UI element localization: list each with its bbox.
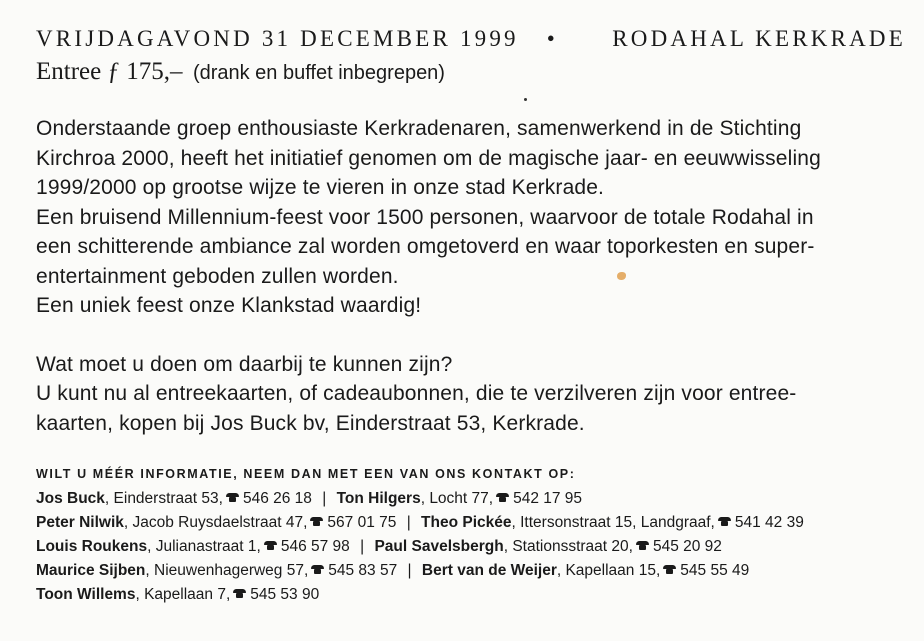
contact-row [36, 583, 916, 607]
contact-divider: | [406, 514, 411, 531]
contact-name: Louis Roukens [36, 538, 148, 555]
contact-address: , Ittersonstraat 15, Landgraaf, [511, 514, 715, 531]
event-date: VRIJDAGAVOND 31 DECEMBER 1999 [36, 26, 519, 51]
contact-name: Paul Savelsbergh [374, 538, 504, 555]
telephone-icon [264, 541, 277, 550]
contact-name: Bert van de Weijer [421, 562, 557, 579]
contact-divider: | [322, 490, 327, 507]
contact-phone: 545 20 92 [652, 538, 722, 555]
contact-name: Maurice Sijben [36, 562, 146, 579]
body-line: kaarten, kopen bij Jos Buck bv, Einderstraat 53, Kerkrade. [36, 411, 585, 435]
body-line: een schitterende ambiance zal worden omgetoverd en waar toporkesten en super- [36, 235, 815, 258]
telephone-icon [311, 565, 324, 574]
body-line: entertainment geboden zullen worden. [36, 264, 399, 288]
contact-divider: | [407, 562, 412, 579]
contact-phone: 541 42 39 [734, 514, 804, 531]
body-line: U kunt nu al entreekaarten, of cadeaubonnen, die te verzilveren zijn voor entree- [36, 382, 797, 405]
contact-name: Ton Hilgers [336, 490, 421, 507]
body-line: Een bruisend Millennium-feest voor 1500 personen, waarvoor de totale Rodahal in [36, 205, 814, 229]
contact-address: , Stationsstraat 20, [503, 538, 633, 555]
contact-intro: WILT U MÉÉR INFORMATIE, NEEM DAN MET EEN VAN ONS KONTAKT OP: [36, 467, 576, 481]
entree-line [36, 58, 445, 86]
telephone-icon [636, 541, 649, 550]
telephone-icon [496, 493, 509, 502]
contact-name: Jos Buck [36, 490, 105, 507]
contact-row [36, 511, 916, 535]
paragraph-gap [36, 321, 896, 350]
contact-phone: 542 17 95 [513, 490, 583, 507]
telephone-icon [663, 565, 676, 574]
contact-list [36, 462, 916, 607]
event-venue: RODAHAL KERKRADE [612, 26, 906, 51]
contact-name: Theo Pickée [421, 514, 512, 531]
contact-divider: | [360, 538, 365, 555]
event-header [36, 26, 906, 52]
contact-address: , Nieuwenhagerweg 57, [145, 562, 309, 579]
body-line: Kirchroa 2000, heeft het initiatief genomen om de magische jaar- en eeuwwisseling [36, 146, 821, 170]
header-separator: • [546, 26, 559, 51]
contact-phone: 545 53 90 [250, 586, 320, 603]
telephone-icon [226, 493, 239, 502]
contact-row [36, 535, 916, 559]
contact-phone: 545 55 49 [680, 562, 750, 579]
contact-address: , Locht 77, [420, 490, 494, 507]
body-line: Onderstaande groep enthousiaste Kerkradenaren, samenwerkend in de Stichting [36, 117, 802, 140]
contact-name: Toon Willems [36, 586, 136, 603]
contact-address: , Einderstraat 53, [104, 490, 223, 507]
contact-row [36, 487, 916, 511]
contact-address: , Julianastraat 1, [147, 538, 261, 555]
contact-phone: 546 26 18 [242, 490, 312, 507]
telephone-icon [233, 589, 246, 598]
speck-mark [524, 98, 527, 101]
contact-address: , Jacob Ruysdaelstraat 47, [123, 514, 308, 531]
entree-note: (drank en buffet inbegrepen) [192, 62, 445, 84]
contact-phone: 546 57 98 [280, 538, 350, 555]
contact-address: , Kapellaan 7, [135, 586, 231, 603]
telephone-icon [718, 517, 731, 526]
body-line: Een uniek feest onze Klankstad waardig! [36, 294, 422, 317]
contact-row [36, 559, 916, 583]
telephone-icon [310, 517, 323, 526]
body-line: Wat moet u doen om daarbij te kunnen zijn? [36, 352, 453, 376]
body-line: 1999/2000 op grootse wijze te vieren in onze stad Kerkrade. [36, 176, 605, 199]
contact-name: Peter Nilwik [36, 514, 124, 531]
stain-mark [617, 272, 626, 280]
entree-price: Entree ƒ 175,– [36, 58, 183, 85]
body-text [36, 114, 896, 438]
contact-address: , Kapellaan 15, [556, 562, 661, 579]
contact-phone: 545 83 57 [328, 562, 398, 579]
contact-phone: 567 01 75 [327, 514, 397, 531]
